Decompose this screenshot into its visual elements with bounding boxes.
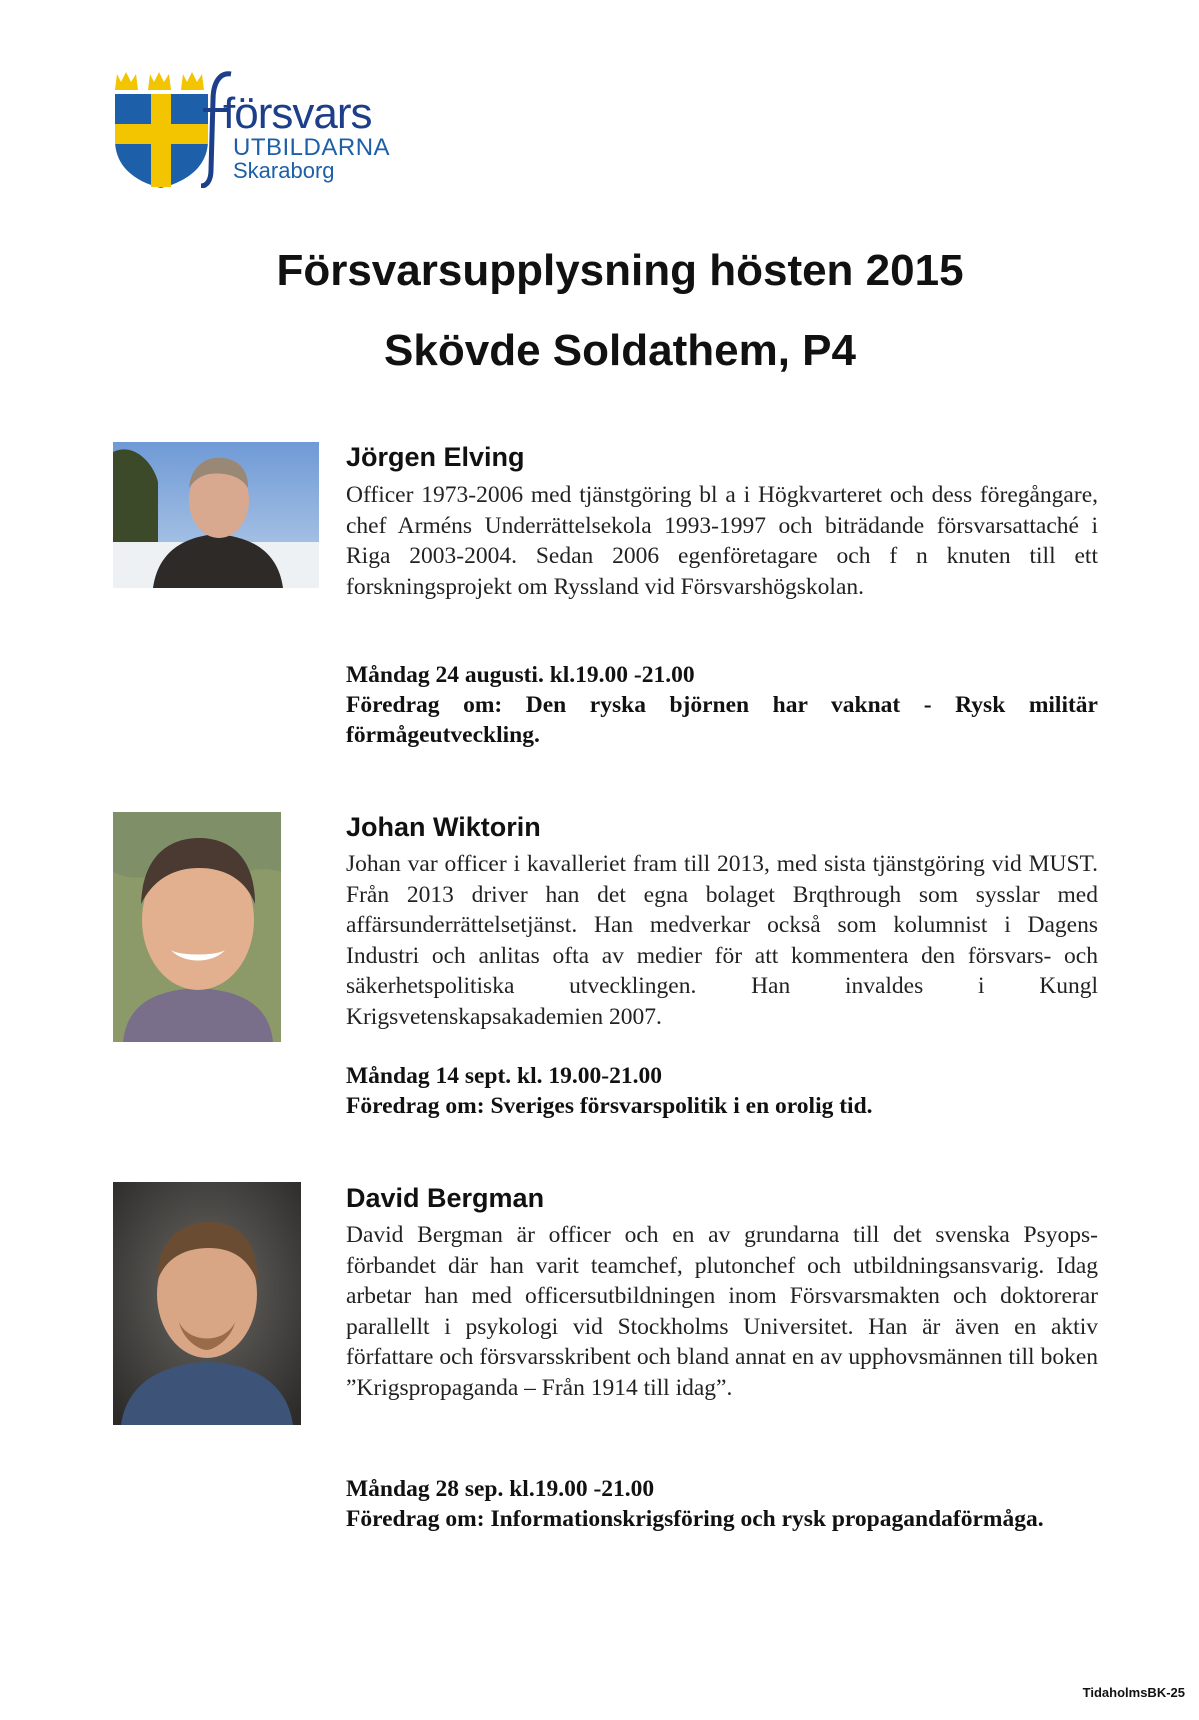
logo-word-region: Skaraborg bbox=[233, 158, 335, 183]
speaker-photo-3 bbox=[113, 1182, 301, 1425]
speaker-event-3 bbox=[346, 1474, 1098, 1534]
speaker-event-2 bbox=[346, 1061, 1098, 1121]
speaker-photo-1 bbox=[113, 442, 319, 588]
event-talk-1: Föredrag om: Den ryska björnen har vaknat - Rysk militär förmågeutveckling. bbox=[346, 692, 1098, 748]
speaker-name-3: David Bergman bbox=[346, 1183, 545, 1213]
event-date-1: Måndag 24 augusti. kl.19.00 -21.00 bbox=[346, 662, 695, 688]
logo-word-utbildarna: UTBILDARNA bbox=[233, 134, 391, 161]
speaker-name-2: Johan Wiktorin bbox=[346, 812, 541, 842]
speaker-bio-3: David Bergman är officer och en av grundarna till det svenska Psyops-förbandet där han varit teamchef, plutonchef och utbildningsansvarig. Idag arbetar han med officersutbildningen inom Försvarsmakten och doktorerar parallellt i psykologi vid Stockholms Universitet. Han är även en aktiv författare och försvarsskribent och bland annat en av upphovsmännen till boken ”Krigspropaganda – Från 1914 till idag”. bbox=[346, 1222, 1098, 1401]
logo bbox=[113, 70, 393, 190]
event-talk-3: Föredrag om: Informationskrigsföring och rysk propagandaförmåga. bbox=[346, 1506, 1044, 1532]
speaker-name-1: Jörgen Elving bbox=[346, 442, 525, 472]
shield-icon bbox=[113, 70, 213, 188]
event-date-2: Måndag 14 sept. kl. 19.00-21.00 bbox=[346, 1063, 662, 1089]
page-subtitle: Skövde Soldathem, P4 bbox=[384, 326, 856, 375]
logo-word-forsvars: försvars bbox=[223, 89, 372, 138]
speaker-photo-2 bbox=[113, 812, 281, 1042]
page-title: Försvarsupplysning hösten 2015 bbox=[276, 246, 964, 295]
speaker-bio-1: Officer 1973-2006 med tjänstgöring bl a i Högkvarteret och dess föregångare, chef Arméns Underrättelsekola 1993-1997 och biträdande försvarsattaché i Riga 2003-2004. Sedan 2006 egenföretagare och f n knuten till ett forskningsprojekt om Ryssland vid Försvarshögskolan. bbox=[346, 482, 1098, 600]
speaker-event-1 bbox=[346, 660, 1098, 750]
event-talk-2: Föredrag om: Sveriges försvarspolitik i en orolig tid. bbox=[346, 1093, 873, 1119]
speaker-bio-2: Johan var officer i kavalleriet fram till 2013, med sista tjänstgöring vid MUST. Från 2013 driver han det egna bolaget Brqthrough som sysslar med affärsunderrättelsetjänst. Han medverkar också som kolumnist i Dagens Industri och anlitas ofta av medier för att kommentera den försvars- och säkerhetspolitiska utvecklingen. Han invaldes i Kungl Krigsvetenskapsakademien 2007. bbox=[346, 851, 1098, 1030]
event-date-3: Måndag 28 sep. kl.19.00 -21.00 bbox=[346, 1476, 655, 1502]
footer-code: TidaholmsBK-25 bbox=[1082, 1685, 1185, 1700]
